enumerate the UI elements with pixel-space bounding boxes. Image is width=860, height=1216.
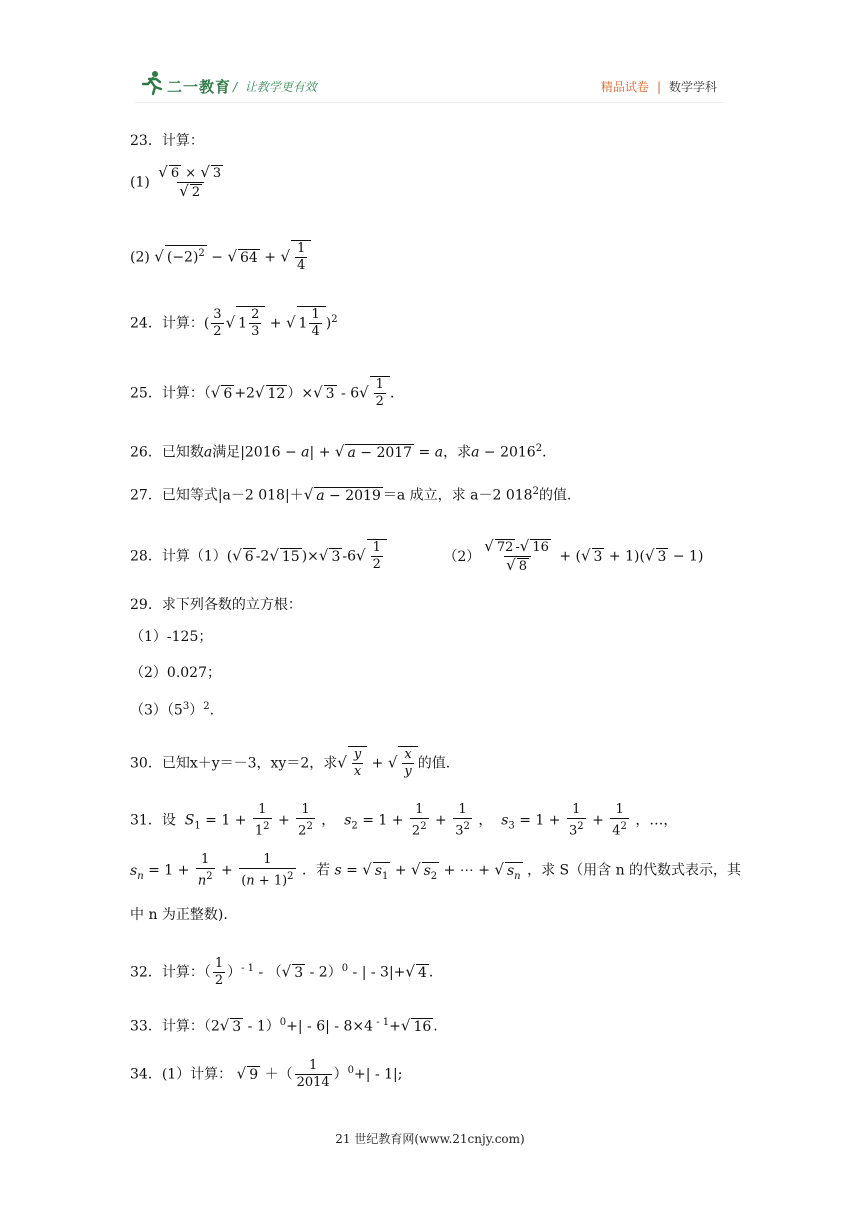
brand-name: 二一教育	[167, 78, 232, 96]
problem-23-title: 23．计算：	[130, 133, 204, 149]
problem-27: 27．已知等式|a－2 018|＋√ a − 2019 ＝a 成立，求 a－2 $018^2$的值.	[130, 485, 572, 504]
problem-24: 24．计算：( $\frac{3}{2}$ √ 1 $\frac{2}{3}$ + √ 1 $\frac{1}{4}$ )$^2$	[130, 307, 338, 339]
problem-26: 26．已知数a满足|2016 − a| + √ a − 2017 = a，求$a - 2016^2$．	[130, 442, 557, 461]
problem-31-line3: 中 n 为正整数).	[130, 907, 228, 923]
page-footer: 21 世纪教育网(www.21cnjy.com)	[335, 1132, 525, 1146]
problem-25: 25．计算：（√ 6 +2√ 12 ）×√ 3 - 6√ $\frac{1}{2}$ ．	[130, 377, 404, 409]
problem-31-line2: $s_n = 1$ + $\frac{1}{n^2}$ + $\frac{1}{(n + 1)^2}$ ．若 s = √ $s_1$ + √ $s_2$ + ⋯ + √ $s_n$ ，求 S（用含 n 的代数式表示，其	[130, 852, 742, 889]
problem-23-part2: (2) √ $(-2)^2$ − √ 64 + √ $\frac{1}{4}$	[130, 240, 311, 274]
header-tag: 精品试卷 | 数学学科	[600, 80, 717, 94]
problem-33: 33．计算：（2√ 3 - 1）$^0$+| - 6| - 8×4 $^{- 1}$+√ 16 .	[130, 1016, 438, 1035]
problem-29-item2: （2）0.027；	[130, 665, 221, 681]
problem-29-title: 29．求下列各数的立方根：	[130, 597, 302, 613]
problem-34: 34．(1）计算： √ 9 ＋（ $\frac{1}{2014}$ ）$^0$+| - 1|;	[130, 1058, 403, 1090]
runner-logo-icon	[140, 70, 164, 96]
problem-23-part1: (1) $\frac{√ 6 \times √ 3}{√ 2}$	[130, 163, 222, 200]
slogan: / 让教学更有效	[233, 80, 317, 94]
problem-31-line1: 31．设 $S_1 = 1$ + $\frac{1}{1^2}$ + $\frac{1}{2^2}$ ， $s_2 = 1$ + $\frac{1}{2^2}$ + $\frac{1}{3^2}$ ， $s_3 = 1$ + $\frac{1}{3^2}$ + $\frac{1}{4^2}$ ，…，	[130, 802, 678, 839]
problem-29-item3: $(3)(5^3)^2$.	[130, 701, 215, 719]
problem-30: 30．已知x＋y＝－3，xy＝2，求√ $\frac{y}{x}$ + √ $\frac{x}{y}$ 的值.	[130, 747, 451, 779]
problem-28: 28．计算（1）(√ 6 -2√ 15 )×√ 3 -6√ $\frac{1}{2}$ （2） $\frac{√ 72 -√ 16}{√ 8}$ + (√ 3 + 1)(√ 3 − 1)	[130, 537, 704, 574]
problem-29-item1: （1）-125；	[130, 629, 213, 645]
header-divider	[135, 102, 725, 103]
problem-32: 32．计算：（ $\frac{1}{2}$ ）$^{- 1}$ - （√ 3 - 2）$^0$ - | - 3|+√ 4 .	[130, 956, 434, 988]
page-header	[135, 64, 725, 104]
